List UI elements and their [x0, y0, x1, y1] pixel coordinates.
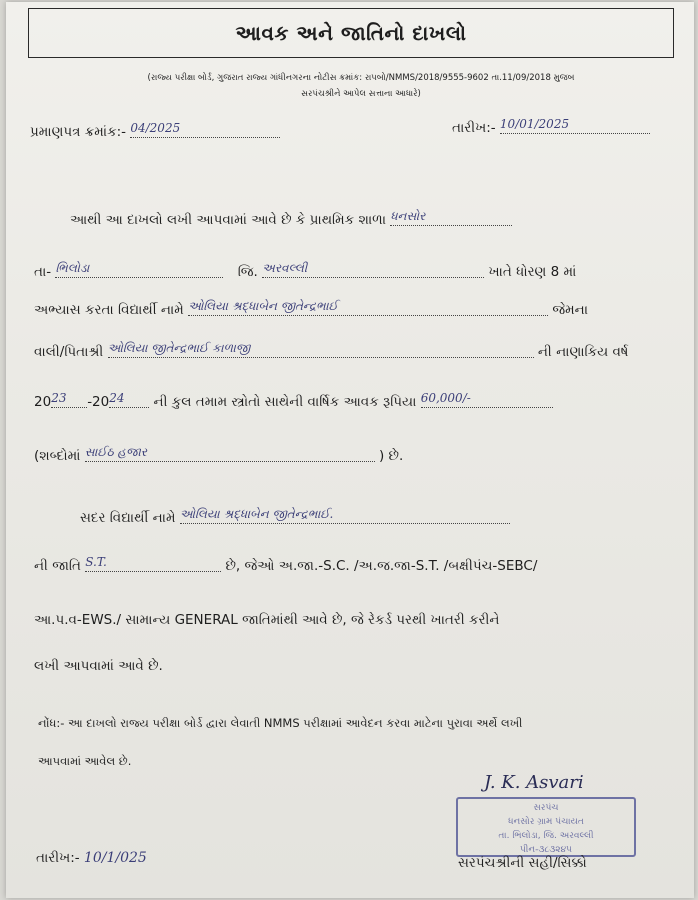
guardian-label: વાલી/પિતાશ્રી [34, 344, 104, 360]
para1-line2 [34, 261, 577, 280]
taluka-value: ભિલોડા [55, 261, 90, 275]
note-line1: નોંધ:- આ દાખલો રાજ્ય પરીક્ષા બોર્ડ દ્વારા લેવાતી NMMS પરીક્ષામાં આવેદન કરવા માટેના પુરાવા અર્થે લખી [38, 716, 523, 730]
cert-number-value: 04/2025 [130, 121, 181, 135]
para1-line5 [34, 391, 553, 410]
year-to-value: 24 [109, 391, 125, 405]
year-to-field [109, 391, 149, 408]
caste-field [85, 555, 221, 572]
cert-number-label: પ્રમાણપત્ર ક્રમાંક:- [30, 124, 127, 140]
signature-label: સરપંચશ્રીની સહી/સિક્કો [458, 855, 587, 871]
authority-note-line1: (રાજ્ય પરીક્ષા બોર્ડ, ગુજરાત રાજ્ય ગાંધીનગરના નોટીસ ક્રમાંક: રાપબો/NMMS/2018/9555-9602 તા.11/09/2018 મુજબ [147, 73, 575, 83]
year-separator: -20 [87, 394, 110, 410]
district-field [262, 261, 484, 278]
words-field [84, 445, 375, 462]
caste-text: છે, જેઓ અ.જા.-S.C. /અ.જ.જા-S.T. /બક્ષીપંચ-SEBC/ [225, 558, 538, 574]
caste-label: ની જાતિ [34, 558, 81, 574]
student-name-value: ઓલિયા શ્રદ્ધાબેન જીતેન્દ્રભાઈ [188, 299, 338, 313]
stamp-line2: ધનસોર ગ્રામ પંચાયત [508, 817, 584, 827]
sarpanch-stamp [456, 797, 636, 857]
school-field [390, 209, 512, 226]
year-from-prefix: 20 [34, 394, 52, 410]
caste-value: S.T. [85, 555, 107, 569]
para2-student-field [179, 507, 510, 524]
date-label: તારીખ:- [452, 120, 496, 136]
year-from-field [51, 391, 87, 408]
guardian-name-field [107, 341, 534, 358]
std-text: ખાતે ધોરણ 8 માં [488, 264, 577, 280]
stamp-line3: તા. ભિલોડા, જિ. અરવલ્લી [498, 831, 594, 841]
authority-note-line2: સરપંચશ્રીને આપેલ સત્તાના આધારે) [301, 89, 421, 99]
intro-text: આથી આ દાખલો લખી આપવામાં આવે છે કે પ્રાથમિક શાળા [70, 212, 387, 228]
para1-line3 [34, 299, 589, 318]
stamp-line1: સરપંચ [533, 803, 559, 813]
date-field [499, 117, 650, 134]
title-box [28, 8, 674, 58]
bottom-date-value: 10/1/025 [83, 850, 147, 866]
income-text: ની કુલ તમામ સ્ત્રોતો સાથેની વાર્ષિક આવક રૂપિયા [153, 394, 417, 410]
year-from-value: 23 [51, 391, 67, 405]
date-row [452, 117, 650, 136]
para2-student-value: ઓલિયા શ્રદ્ધાબેન જીતેન્દ્રભાઈ. [179, 507, 334, 521]
cert-number-field [130, 121, 280, 138]
words-value: સાઈઠ હજાર [84, 445, 147, 459]
words-label: (શબ્દોમાં [34, 448, 81, 464]
words-end: ) છે. [379, 448, 404, 464]
district-label: જિ. [237, 264, 258, 280]
income-value: 60,000/- [420, 391, 471, 405]
para1-line6 [34, 445, 404, 464]
taluka-label: તા- [34, 264, 52, 280]
para2-prefix: સદર વિદ્યાર્થી નામે [80, 510, 176, 526]
sarpanch-signature: J. K. Asvari [484, 772, 584, 793]
para2-line2 [34, 555, 538, 574]
certificate-sheet [6, 2, 694, 898]
note-line2: આપવામાં આવેલ છે. [38, 754, 132, 768]
whose-text: જેમના [552, 302, 589, 318]
para2-line4: લખી આપવામાં આવે છે. [34, 658, 163, 674]
authority-note [46, 70, 676, 102]
finyear-text: ની નાણાકિય વર્ષ [537, 344, 629, 360]
para2-line3: આ.પ.વ-EWS./ સામાન્ય GENERAL જાતિમાંથી આવે છે, જે રેકર્ડ પરથી ખાતરી કરીને [34, 612, 500, 628]
student-prefix: અભ્યાસ કરતા વિદ્યાર્થી નામે [34, 302, 184, 318]
guardian-name-value: ઓલિયા જીતેન્દ્રભાઈ કાળાજી [107, 341, 251, 355]
income-field [420, 391, 553, 408]
para1-line1 [70, 209, 512, 228]
para2-line1 [80, 507, 510, 526]
para1-line4 [34, 341, 629, 360]
bottom-date-label: તારીખ:- [36, 850, 80, 866]
taluka-field [55, 261, 223, 278]
cert-number-row [30, 121, 280, 140]
district-value: અરવલ્લી [262, 261, 308, 275]
school-value: ધનસોર [390, 209, 426, 223]
bottom-date-row [36, 850, 147, 866]
student-name-field [188, 299, 548, 316]
date-value: 10/01/2025 [499, 117, 570, 131]
document-title: આવક અને જાતિનો દાખલો [235, 21, 467, 45]
stamp-line4: પીન-૩૮૩૨૪૫ [519, 845, 573, 855]
